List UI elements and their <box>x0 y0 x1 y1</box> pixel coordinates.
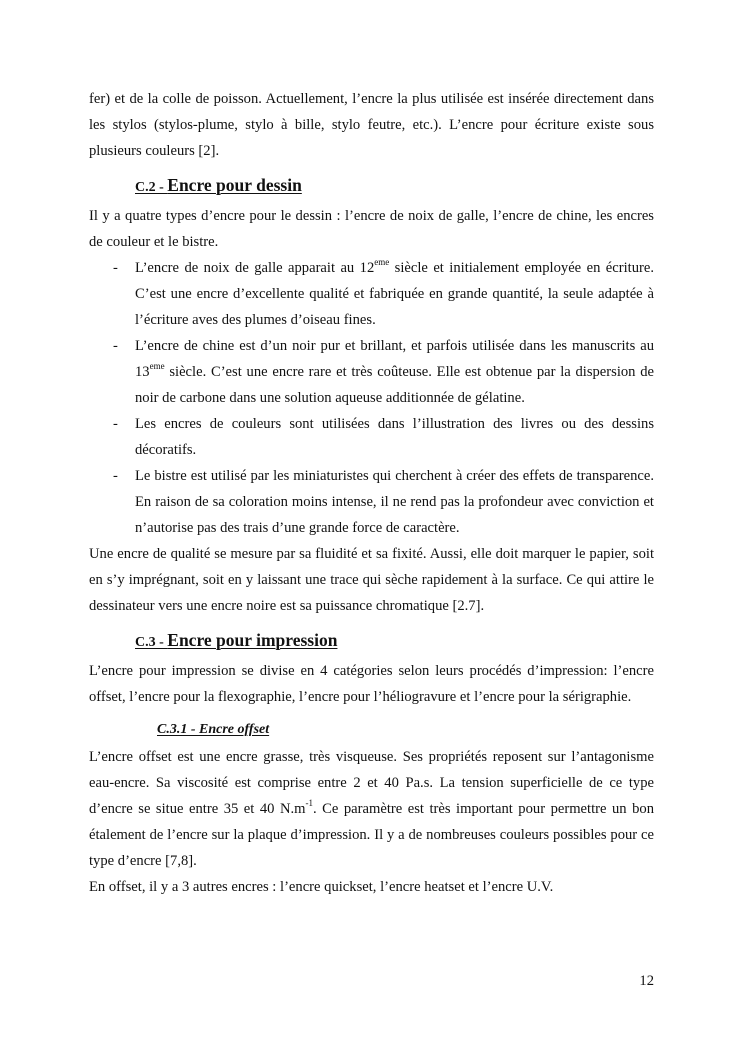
intro-paragraph: fer) et de la colle de poisson. Actuellement, l’encre la plus utilisée est insérée directement dans les stylos (stylos-plume, stylo à bille, stylo feutre, etc.). L’encre pour écriture existe sous plusieurs couleurs [2]. <box>89 91 654 159</box>
superscript: -1 <box>305 798 313 809</box>
list-item <box>89 463 654 541</box>
item-text: L’encre de noix de galle apparait au 12 <box>135 260 375 276</box>
item-text: Les encres de couleurs sont utilisées dans l’illustration des livres ou des dessins décoratifs. <box>135 416 654 458</box>
ink-types-list <box>89 255 654 541</box>
c3-intro-paragraph: L’encre pour impression se divise en 4 catégories selon leurs procédés d’impression: l’encre offset, l’encre pour la flexographie, l’encre pour l’héliogravure et l’encre pour la sérigraphie. <box>89 663 654 705</box>
heading-c3-title: Encre pour impression <box>167 630 338 650</box>
superscript: eme <box>149 361 165 372</box>
c31-paragraph <box>89 744 654 874</box>
item-text: siècle et initialement employée en écriture. C’est une encre d’excellente qualité et fabriquée en grande quantité, la seule adaptée à l’écriture aves des plumes d’oiseau fines. <box>135 260 654 328</box>
dash-bullet: - <box>113 416 118 432</box>
list-item <box>89 411 654 463</box>
list-item <box>89 333 654 411</box>
heading-c31: C.3.1 - Encre offset <box>157 722 270 737</box>
heading-c2 <box>135 170 654 203</box>
dash-bullet: - <box>113 260 118 276</box>
heading-c2-title: Encre pour dessin <box>167 175 302 195</box>
item-text: Le bistre est utilisé par les miniaturistes qui cherchent à créer des effets de transparence. En raison de sa coloration moins intense, il ne rend pas la profondeur avec conviction et n’autorise pas des trais d’une grande force de caractère. <box>135 468 654 536</box>
paragraph-text: L’encre offset est une encre grasse, très visqueuse. Ses propriétés reposent sur l’antagonisme eau-encre. Sa viscosité est comprise entre 2 et 40 Pa.s. La tension superficielle de ce type d’encre se situe entre 35 et 40 N.m <box>89 749 654 817</box>
document-page <box>89 86 654 900</box>
heading-c3-number: C.3 - <box>135 635 168 650</box>
dash-bullet: - <box>113 338 118 354</box>
heading-c2-number: C.2 - <box>135 180 168 195</box>
page-number: 12 <box>639 973 654 989</box>
c2-intro-paragraph: Il y a quatre types d’encre pour le dessin : l’encre de noix de galle, l’encre de chine, les encres de couleur et le bistre. <box>89 208 654 250</box>
item-text: siècle. C’est une encre rare et très coûteuse. Elle est obtenue par la dispersion de noir de carbone dans une solution aqueuse additionnée de gélatine. <box>135 364 654 406</box>
list-item <box>89 255 654 333</box>
dash-bullet: - <box>113 468 118 484</box>
paragraph-text: . Ce paramètre est très important pour permettre un bon étalement de l’encre sur la plaque d’impression. Il y a de nombreuses couleurs possibles pour ce type d’encre [7,8]. <box>89 801 654 869</box>
item-text: L’encre de chine est d’un noir pur et brillant, et parfois utilisée dans les manuscrits au 13 <box>135 338 654 380</box>
heading-c3 <box>135 625 654 658</box>
c2-closing-paragraph: Une encre de qualité se mesure par sa fluidité et sa fixité. Aussi, elle doit marquer le papier, soit en s’y imprégnant, soit en y laissant une trace qui sèche rapidement à la surface. Ce qui attire le dessinateur vers une encre noire est sa puissance chromatique [2.7]. <box>89 546 654 614</box>
superscript: eme <box>374 257 390 268</box>
c31-final-paragraph: En offset, il y a 3 autres encres : l’encre quickset, l’encre heatset et l’encre U.V. <box>89 879 554 895</box>
